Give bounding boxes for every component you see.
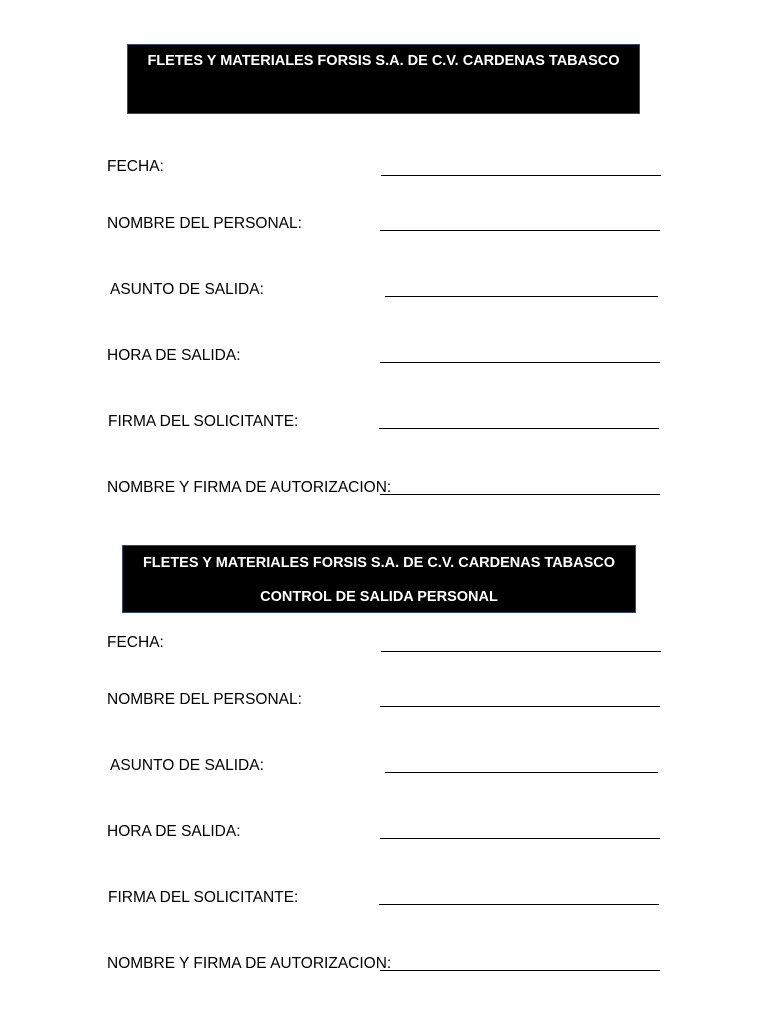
form-2-header <box>122 545 636 613</box>
form-1-asunto-salida-line[interactable] <box>385 296 658 297</box>
form-2-nombre-personal-line[interactable] <box>380 706 660 707</box>
form-2-asunto-salida-line[interactable] <box>385 772 658 773</box>
form-2-autorizacion-line[interactable] <box>380 970 660 971</box>
form-2-header-title: FLETES Y MATERIALES FORSIS S.A. DE C.V. CARDENAS TABASCO <box>142 555 616 571</box>
form-2-fecha-line[interactable] <box>381 651 661 652</box>
form-1-header-title: FLETES Y MATERIALES FORSIS S.A. DE C.V. CARDENAS TABASCO <box>147 53 620 69</box>
form-2-header-subtitle: CONTROL DE SALIDA PERSONAL <box>260 589 498 605</box>
form-2-firma-solicitante-line[interactable] <box>379 904 659 905</box>
form-1-hora-salida-line[interactable] <box>380 362 660 363</box>
form-1-nombre-personal-label: NOMBRE DEL PERSONAL: <box>107 215 302 232</box>
form-2-hora-salida-label: HORA DE SALIDA: <box>107 823 241 840</box>
form-1-hora-salida-label: HORA DE SALIDA: <box>107 347 241 364</box>
form-1-firma-solicitante-label: FIRMA DEL SOLICITANTE: <box>108 413 299 430</box>
form-2-autorizacion-label: NOMBRE Y FIRMA DE AUTORIZACION: <box>107 955 392 972</box>
form-2-fecha-label: FECHA: <box>107 634 164 651</box>
form-1-autorizacion-label: NOMBRE Y FIRMA DE AUTORIZACION: <box>107 479 392 496</box>
form-1-asunto-salida-label: ASUNTO DE SALIDA: <box>110 281 264 298</box>
form-1-nombre-personal-line[interactable] <box>380 230 660 231</box>
form-1-fecha-line[interactable] <box>381 175 661 176</box>
form-1-firma-solicitante-line[interactable] <box>379 428 659 429</box>
form-2-hora-salida-line[interactable] <box>380 838 660 839</box>
form-1-fecha-label: FECHA: <box>107 158 164 175</box>
form-1-header <box>127 44 640 114</box>
form-2-asunto-salida-label: ASUNTO DE SALIDA: <box>110 757 264 774</box>
form-2-nombre-personal-label: NOMBRE DEL PERSONAL: <box>107 691 302 708</box>
form-1-autorizacion-line[interactable] <box>380 494 660 495</box>
form-2-firma-solicitante-label: FIRMA DEL SOLICITANTE: <box>108 889 299 906</box>
